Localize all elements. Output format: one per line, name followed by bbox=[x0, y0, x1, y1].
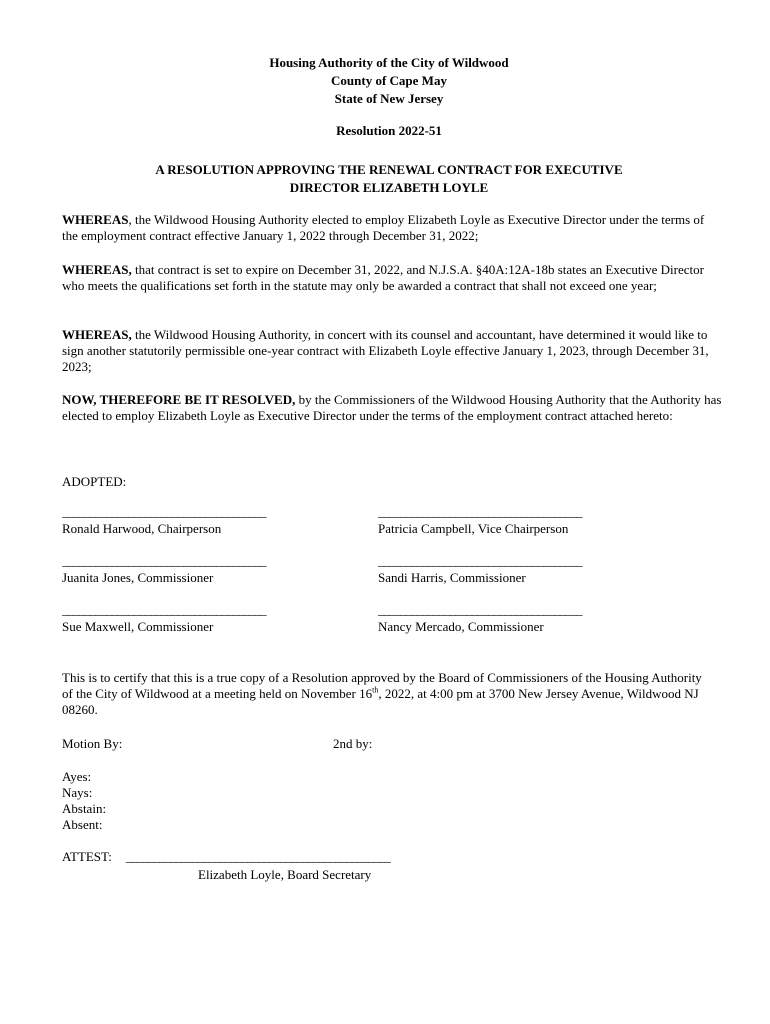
second-by-label: 2nd by: bbox=[333, 736, 373, 751]
paragraph-text: that contract is set to expire on December 31, 2022, and N.J.S.A. §40A:12A-18b states an Executive Director who meets the qualifications set forth in the statute may only be awarded a contract that shall not exceed one year; bbox=[62, 262, 704, 293]
signature-line: _____________________________________ bbox=[62, 604, 266, 616]
signatory-name: Juanita Jones, Commissioner bbox=[62, 570, 214, 585]
signature-line: _____________________________________ bbox=[62, 506, 266, 518]
vote-absent: Absent: bbox=[62, 817, 103, 832]
attest-label: ATTEST: bbox=[62, 849, 112, 864]
header-line-county: County of Cape May bbox=[331, 73, 447, 88]
signature-line: _____________________________________ bbox=[62, 555, 266, 567]
signature-block-chairperson bbox=[62, 506, 332, 537]
paragraph-text: , the Wildwood Housing Authority elected to employ Elizabeth Loyle as Executive Director under the terms of the employment contract effective January 1, 2022 through December 31, 2022; bbox=[62, 212, 705, 243]
resolved-paragraph bbox=[62, 392, 722, 424]
motion-by-label: Motion By: bbox=[62, 736, 123, 751]
signatory-name: Sue Maxwell, Commissioner bbox=[62, 619, 214, 634]
signature-block-commissioner-jones bbox=[62, 555, 332, 586]
vote-tally bbox=[62, 769, 106, 833]
whereas-paragraph-3 bbox=[62, 327, 722, 375]
signature-line: _____________________________________ bbox=[378, 555, 582, 567]
adopted-label: ADOPTED: bbox=[62, 474, 127, 489]
attest-name: Elizabeth Loyle, Board Secretary bbox=[198, 867, 372, 882]
certification-paragraph bbox=[62, 670, 702, 718]
paragraph-lead: WHEREAS, bbox=[62, 327, 132, 342]
whereas-paragraph-1 bbox=[62, 212, 722, 244]
paragraph-text: the Wildwood Housing Authority, in concert with its counsel and accountant, have determined it would like to sign another statutorily permissible one-year contract with Elizabeth Loyle effective January 1, 2023, through December 31, 2023; bbox=[62, 327, 709, 374]
resolution-title-line-2: DIRECTOR ELIZABETH LOYLE bbox=[289, 180, 489, 195]
signature-block-commissioner-mercado bbox=[378, 604, 648, 635]
signatory-name: Ronald Harwood, Chairperson bbox=[62, 521, 222, 536]
signature-block-commissioner-harris bbox=[378, 555, 648, 586]
vote-abstain: Abstain: bbox=[62, 801, 107, 816]
signature-line: _____________________________________ bbox=[378, 506, 582, 518]
resolution-number: Resolution 2022-51 bbox=[336, 123, 442, 138]
signature-line: _____________________________________ bbox=[378, 604, 582, 616]
paragraph-text: by the Commissioners of the Wildwood Housing Authority that the Authority has elected to employ Elizabeth Loyle as Executive Director under the terms of the employment contract attached hereto: bbox=[62, 392, 722, 423]
signatory-name: Patricia Campbell, Vice Chairperson bbox=[378, 521, 569, 536]
resolution-title bbox=[0, 161, 770, 197]
vote-ayes: Ayes: bbox=[62, 769, 92, 784]
signature-block-commissioner-maxwell bbox=[62, 604, 332, 635]
signatory-name: Sandi Harris, Commissioner bbox=[378, 570, 526, 585]
signatory-name: Nancy Mercado, Commissioner bbox=[378, 619, 544, 634]
header-line-authority: Housing Authority of the City of Wildwood bbox=[269, 55, 509, 70]
paragraph-lead: WHEREAS bbox=[62, 212, 129, 227]
certification-text-after: , 2022, at 4:00 pm at 3700 New Jersey Avenue, Wildwood NJ 08260. bbox=[62, 686, 699, 717]
document-header bbox=[0, 54, 770, 108]
date-ordinal-suffix: th bbox=[372, 685, 379, 695]
paragraph-lead: NOW, THEREFORE BE IT RESOLVED, bbox=[62, 392, 296, 407]
header-line-state: State of New Jersey bbox=[334, 91, 444, 106]
whereas-paragraph-2 bbox=[62, 262, 722, 294]
paragraph-lead: WHEREAS, bbox=[62, 262, 132, 277]
attest-block bbox=[62, 849, 390, 865]
certification-text-before: This is to certify that this is a true copy of a Resolution approved by the Board of Commissioners of the Housing Authority of the City of Wildwood at a meeting held on November 16 bbox=[62, 670, 702, 701]
attest-signature-line: ________________________________________________ bbox=[125, 849, 390, 864]
vote-nays: Nays: bbox=[62, 785, 93, 800]
signature-block-vice-chairperson bbox=[378, 506, 648, 537]
resolution-title-line-1: A RESOLUTION APPROVING THE RENEWAL CONTRACT FOR EXECUTIVE bbox=[155, 162, 623, 177]
